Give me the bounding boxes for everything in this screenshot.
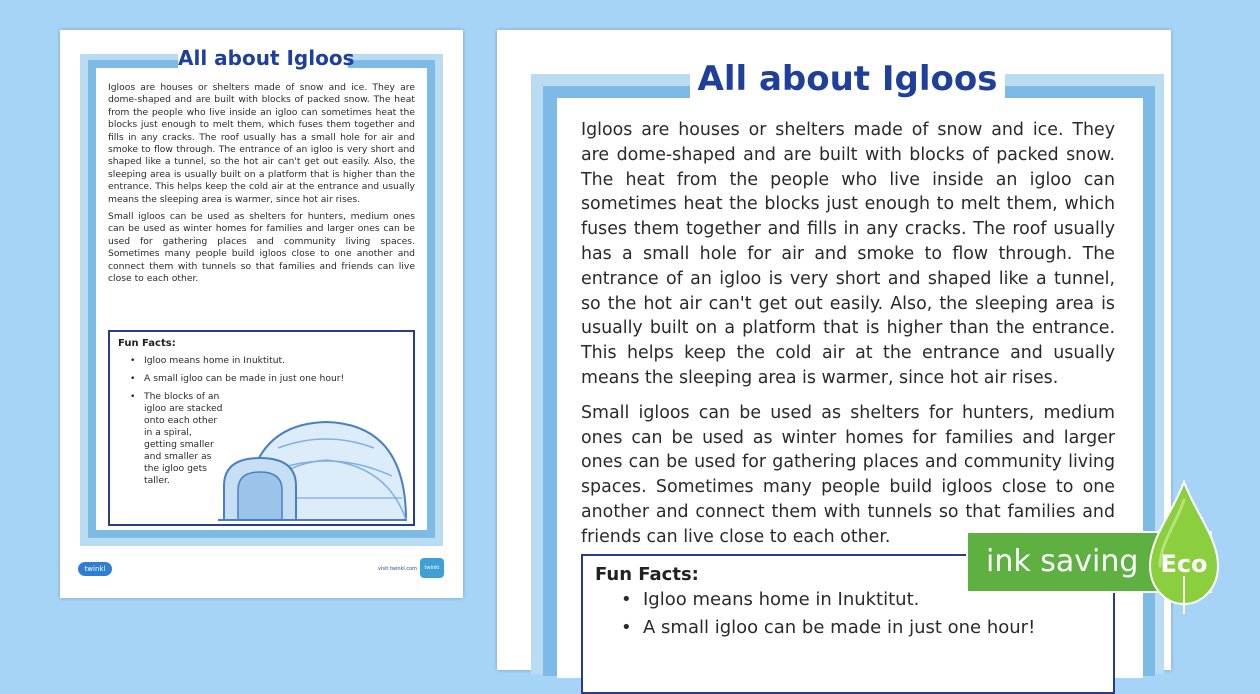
- main-paragraph-1: Igloos are houses or shelters made of snow and ice. They are dome-shaped and are built with blocks of packed snow. The heat from the people who live inside an igloo can sometimes heat the blocks just enough to melt them, which fuses them together and fills in any cracks. The roof usually has a small hole for air and smoke to flow through. The entrance of an igloo is very short and shaped like a tunnel, so the hot air can't get out easily. Also, the sleeping area is usually built on a platform that is higher than the entrance. This helps keep the cold air at the entrance and usually means the sleeping area is warmer, since hot air rises.: [581, 120, 1115, 388]
- thumb-body-text: [108, 82, 415, 286]
- thumb-title: All about Igloos: [178, 46, 355, 70]
- thumb-fact-1: • Igloo means home in Inuktitut.: [118, 355, 405, 367]
- eco-badge-text: Eco: [1160, 550, 1208, 578]
- footer-url: visit twinkl.com: [378, 566, 418, 572]
- main-body-text: [581, 118, 1115, 550]
- thumb-fun-facts-box: [108, 330, 415, 526]
- thumb-fact-3: • The blocks of an igloo are stacked onto each other in a spiral, getting smaller and smaller as the igloo gets taller.: [118, 391, 224, 487]
- main-title: All about Igloos: [690, 56, 1005, 102]
- eco-leaf-icon: [1146, 480, 1222, 616]
- main-fun-facts-list: [595, 587, 1101, 641]
- thumb-fun-facts-heading: Fun Facts:: [118, 338, 176, 349]
- igloo-illustration: [216, 416, 408, 526]
- main-fact-2: • A small igloo can be made in just one hour!: [595, 615, 1101, 641]
- twinkl-logo: twinkl: [78, 562, 112, 576]
- thumb-paragraph-2: Small igloos can be used as shelters for hunters, medium ones can be used as winter homes for families and larger ones can be used for gathering places and community living spaces. Sometimes many people build igloos close to one another and connect them with tunnels so that families and friends can live close to each other.: [108, 211, 415, 285]
- ink-saving-label: ink saving: [986, 544, 1139, 579]
- worksheet-thumbnail: [60, 30, 463, 598]
- thumb-fact-2: • A small igloo can be made in just one hour!: [118, 373, 405, 385]
- main-fun-facts-heading: Fun Facts:: [595, 564, 699, 585]
- footer-badge: twinkl: [420, 558, 444, 578]
- thumb-paragraph-1: Igloos are houses or shelters made of snow and ice. They are dome-shaped and are built with blocks of packed snow. The heat from the people who live inside an igloo can sometimes heat the blocks just enough to melt them, which fuses them together and fills in any cracks. The roof usually has a small hole for air and smoke to flow through. The entrance of an igloo is very short and shaped like a tunnel, so the hot air can't get out easily. Also, the sleeping area is usually built on a platform that is higher than the entrance. This helps keep the cold air at the entrance and usually means the sleeping area is warmer, since hot air rises.: [108, 82, 415, 205]
- main-paragraph-2: Small igloos can be used as shelters for hunters, medium ones can be used as winter homes for families and larger ones can be used for gathering places and community living spaces. Sometimes many people build igloos close to one another and connect them with tunnels so that families and friends can live close to each other.: [581, 402, 1115, 547]
- main-fact-1: • Igloo means home in Inuktitut.: [595, 587, 1101, 613]
